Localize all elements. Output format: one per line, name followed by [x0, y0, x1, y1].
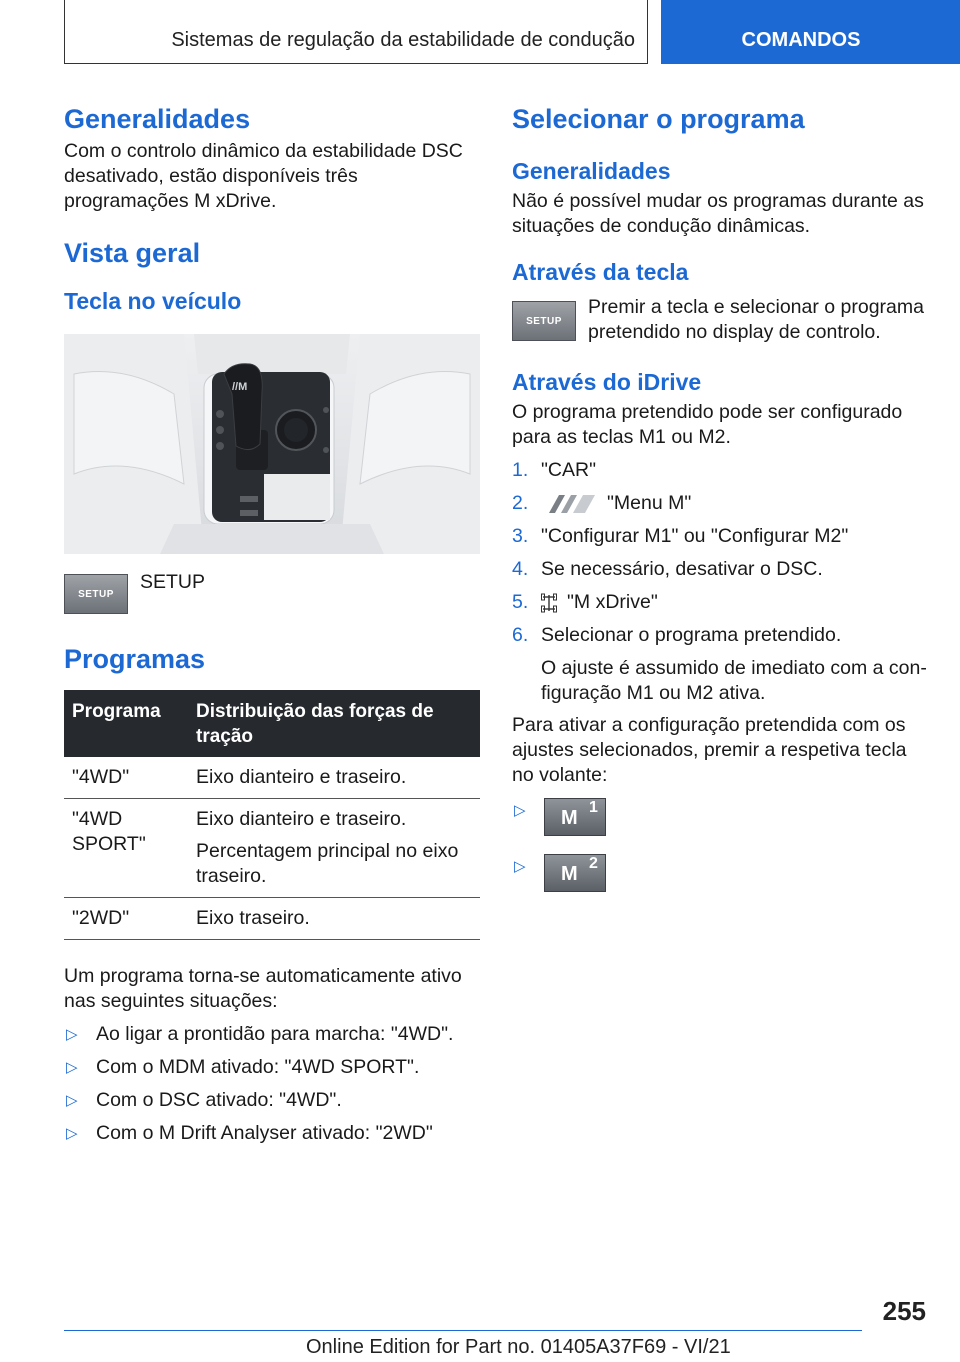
setup-key-label: SETUP	[140, 571, 206, 593]
step-text: Se necessário, desativar o DSC.	[541, 558, 823, 580]
section-title: Sistemas de regulação da estabilidade de condução	[171, 29, 635, 51]
triangle-bullet-icon: ▷	[514, 858, 526, 875]
heading-tecla-no-veiculo: Tecla no veículo	[64, 288, 242, 314]
m1-button-letter: M	[561, 807, 578, 829]
list-item-text: Com o M Drift Analyser ativado: "2WD"	[96, 1122, 433, 1144]
header-section-box	[64, 0, 648, 64]
list-item-text: Com o DSC ativado: "4WD".	[96, 1089, 342, 1111]
table-cell-line: Percentagem principal no eixo traseiro.	[196, 840, 459, 887]
step-item	[512, 590, 932, 615]
heading-generalidades: Generalidades	[64, 104, 251, 134]
step-text: "CAR"	[541, 459, 597, 481]
m2-list-item	[512, 854, 932, 892]
steps-list	[512, 458, 932, 706]
list-item	[64, 1055, 480, 1080]
dynamic-driving-paragraph: Não é possível mudar os programas durante as situações de condução dinâmicas.	[512, 190, 924, 237]
footer-divider	[64, 1330, 862, 1331]
setup-key-icon: SETUP	[512, 301, 576, 341]
step-number: 2.	[512, 492, 529, 514]
triangle-bullet-icon: ▷	[514, 802, 526, 819]
list-item	[64, 1022, 480, 1047]
heading-vista-geral: Vista geral	[64, 238, 201, 268]
center-console-photo	[64, 334, 480, 554]
svg-text://M: //M	[232, 381, 248, 393]
setup-key-icon: SETUP	[64, 574, 128, 614]
xdrive-axle-icon	[541, 592, 557, 614]
step-text: Selecionar o programa pretendido.	[541, 624, 842, 646]
list-item	[64, 1121, 480, 1146]
m2-button-icon	[544, 854, 606, 892]
table-cell-distribuicao: Eixo traseiro.	[188, 898, 480, 940]
step-number: 6.	[512, 624, 529, 646]
intro-paragraph: Com o controlo dinâmico da estabilidade DSC desativado, estão disponíveis três programações M xDrive.	[64, 140, 463, 212]
table-header-distribuicao: Distribuição das forças de tração	[188, 690, 480, 757]
step-number: 5.	[512, 591, 529, 613]
setup-instruction-text: Premir a tecla e selecionar o programa pretendido no display de controlo.	[588, 296, 924, 343]
step-number: 3.	[512, 525, 529, 547]
table-cell-programa: "4WD SPORT"	[64, 799, 188, 898]
step-item	[512, 557, 932, 582]
step-item	[512, 458, 932, 483]
step-number: 4.	[512, 558, 529, 580]
step-6-note: O ajuste é assumido de imediato com a configuração M1 ou M2 ativa.	[541, 657, 927, 704]
idrive-paragraph: O programa pretendido pode ser configurado para as teclas M1 ou M2.	[512, 401, 903, 448]
table-row	[64, 799, 480, 898]
chapter-tab-label: COMANDOS	[741, 29, 861, 51]
triangle-bullet-icon: ▷	[66, 1125, 78, 1142]
auto-activation-paragraph: Um programa torna-se automaticamente ativo nas seguintes situações:	[64, 965, 462, 1012]
step-number: 1.	[512, 459, 529, 481]
table-cell-programa: "2WD"	[64, 898, 188, 940]
right-column	[512, 100, 932, 892]
table-cell-programa: "4WD"	[64, 757, 188, 799]
console-illustration	[64, 334, 480, 554]
table-header-row	[64, 690, 480, 757]
m-logo-icon	[541, 493, 597, 515]
table-row	[64, 757, 480, 799]
programs-table	[64, 690, 480, 940]
triangle-bullet-icon: ▷	[66, 1092, 78, 1109]
footer-edition: Online Edition for Part no. 01405A37F69 - VI/21	[306, 1336, 731, 1358]
triangle-bullet-icon: ▷	[66, 1059, 78, 1076]
list-item-text: Com o MDM ativado: "4WD SPORT".	[96, 1056, 420, 1078]
step-text: "Configurar M1" ou "Configurar M2"	[541, 525, 849, 547]
step-text: "Menu M"	[607, 492, 692, 514]
triangle-bullet-icon: ▷	[66, 1026, 78, 1043]
step-item	[512, 623, 932, 648]
m1-button-icon	[544, 798, 606, 836]
activation-paragraph: Para ativar a configuração pretendida com os ajustes selecionados, premir a respetiva tecla no volante:	[512, 714, 907, 786]
list-item	[64, 1088, 480, 1113]
step-item	[512, 524, 932, 549]
auto-activation-list	[64, 1022, 480, 1146]
table-cell-distribuicao	[188, 799, 480, 898]
page-number: 255	[882, 1296, 926, 1326]
m1-button-number: 1	[589, 799, 598, 816]
heading-atraves-do-idrive: Através do iDrive	[512, 369, 702, 395]
m1-list-item	[512, 798, 932, 836]
table-header-programa: Programa	[64, 690, 188, 757]
setup-key-row	[64, 571, 480, 614]
m2-button-number: 2	[589, 855, 598, 872]
heading-atraves-da-tecla: Através da tecla	[512, 259, 689, 285]
m2-button-letter: M	[561, 863, 578, 885]
heading-selecionar-programa: Selecionar o programa	[512, 104, 805, 134]
step-item	[512, 491, 932, 516]
step-text: "M xDrive"	[567, 591, 658, 613]
left-column	[64, 100, 480, 1146]
table-row	[64, 898, 480, 940]
chapter-tab[interactable]	[661, 0, 960, 64]
table-cell-line: Eixo dianteiro e traseiro.	[196, 808, 407, 830]
table-cell-distribuicao: Eixo dianteiro e traseiro.	[188, 757, 480, 799]
setup-key-instruction	[512, 295, 932, 345]
heading-programas: Programas	[64, 644, 206, 674]
list-item-text: Ao ligar a prontidão para marcha: "4WD".	[96, 1023, 454, 1045]
heading-generalidades-right: Generalidades	[512, 158, 671, 184]
